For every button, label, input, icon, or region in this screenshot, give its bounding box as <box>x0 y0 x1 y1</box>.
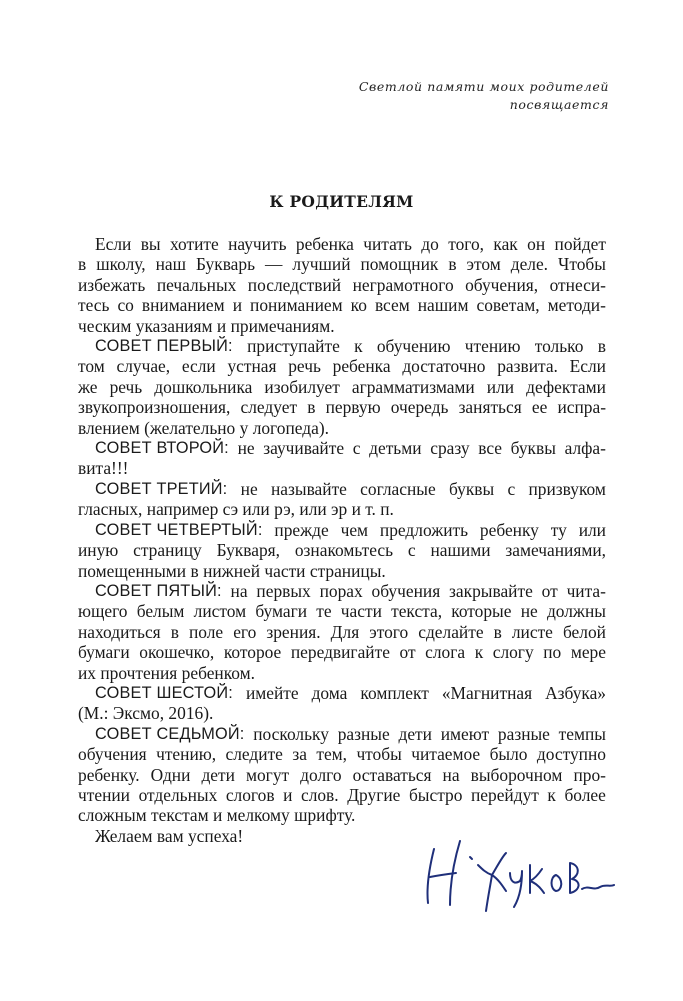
advice-term: СОВЕТ ВТОРОЙ: <box>95 439 229 458</box>
dedication <box>309 78 609 114</box>
text-line: влением (желательно у логопеда). <box>78 417 329 438</box>
paragraph-advice-5 <box>78 581 606 683</box>
text-line: находиться в поле его зрения. Для этого сделайте в листе белой <box>78 621 606 642</box>
text-line: вита!!! <box>78 458 129 479</box>
paragraph-advice-2 <box>78 438 606 479</box>
advice-term: СОВЕТ ТРЕТИЙ: <box>95 479 228 498</box>
text-line: иную страницу Букваря, ознакомьтесь с нашими замечаниями, <box>78 540 606 561</box>
advice-term: СОВЕТ СЕДЬМОЙ: <box>95 724 245 743</box>
text-line: сложным текстам и мелкому шрифту. <box>78 805 356 826</box>
advice-term: СОВЕТ ШЕСТОЙ: <box>95 683 233 702</box>
paragraph-intro <box>78 234 606 336</box>
text-line: СОВЕТ ПЕРВЫЙ: приступайте к обучению чтению только в <box>95 336 606 357</box>
body-text <box>78 234 606 846</box>
advice-term: СОВЕТ ПЯТЫЙ: <box>95 581 222 600</box>
text-line: СОВЕТ ПЯТЫЙ: на первых порах обучения закрывайте от чита- <box>95 580 606 601</box>
paragraph-advice-6 <box>78 683 606 724</box>
paragraph-advice-7 <box>78 724 606 826</box>
text-line: ющего белым листом бумаги те части текста, которые не должны <box>78 601 606 622</box>
text-line: СОВЕТ ШЕСТОЙ: имейте дома комплект «Магнитная Азбука» <box>95 682 606 703</box>
page-title: К РОДИТЕЛЯМ <box>269 192 414 211</box>
dedication-line-1: Светлой памяти моих родителей <box>358 79 609 94</box>
text-line: помещенными в нижней части страницы. <box>78 560 386 581</box>
advice-term: СОВЕТ ЧЕТВЕРТЫЙ: <box>95 520 263 539</box>
text-line: СОВЕТ ЧЕТВЕРТЫЙ: прежде чем предложить ребенку ту или <box>95 519 606 540</box>
text-line: СОВЕТ ВТОРОЙ: не заучивайте с детьми сразу все буквы алфа- <box>95 438 606 459</box>
text-line: бумаги окошечко, которое передвигайте от слога к слогу по мере <box>78 642 606 663</box>
paragraph-advice-4 <box>78 520 606 581</box>
text-line: (М.: Эксмо, 2016). <box>78 703 214 724</box>
dedication-line-2: посвящается <box>509 97 609 112</box>
text-line: чтении отдельных слогов и слов. Другие быстро перейдут к более <box>78 784 606 805</box>
text-line: СОВЕТ ТРЕТИЙ: не называйте согласные буквы с призвуком <box>95 478 606 499</box>
text-line: обучения чтению, следите за тем, чтобы читаемое было доступно <box>78 744 606 765</box>
text-line: в школу, наш Букварь — лучший помощник в этом деле. Чтобы <box>78 254 606 275</box>
text-line: их прочтения ребенком. <box>78 662 256 683</box>
text-line: том случае, если устная речь ребенка достаточно развита. Если <box>78 356 606 377</box>
author-signature <box>410 835 620 915</box>
text-line: избежать печальных последствий неграмотного обучения, отнеси- <box>78 274 606 295</box>
text-line: звукопроизношения, следует в первую очередь заняться ее испра- <box>78 397 606 418</box>
text-line: гласных, например сэ или рэ, или эр и т. п. <box>78 499 394 520</box>
text-line: Если вы хотите научить ребенка читать до того, как он пойдет <box>95 234 606 254</box>
text-line: ческим указаниям и примечаниям. <box>78 315 335 336</box>
text-line: СОВЕТ СЕДЬМОЙ: поскольку разные дети имеют разные темпы <box>95 723 606 744</box>
text-line: тесь со вниманием и пониманием ко всем нашим советам, методи- <box>78 295 606 316</box>
text-line: ребенку. Одни дети могут долго оставаться на выборочном про- <box>78 764 606 785</box>
text-line: же речь дошкольника изобилует аграмматизмами или дефектами <box>78 376 606 397</box>
paragraph-advice-1 <box>78 336 606 438</box>
text-line: Желаем вам успеха! <box>95 825 244 846</box>
paragraph-advice-3 <box>78 479 606 520</box>
advice-term: СОВЕТ ПЕРВЫЙ: <box>95 337 233 356</box>
